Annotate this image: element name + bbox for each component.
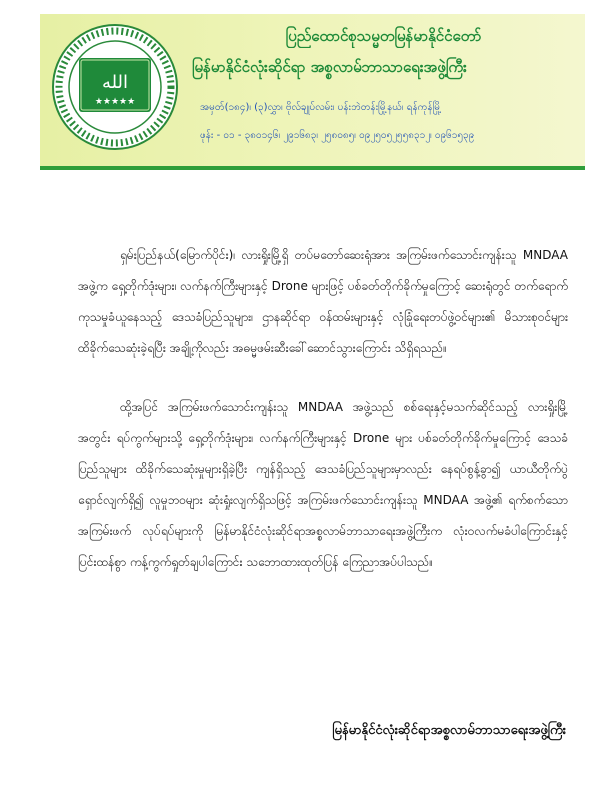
- seal-stars: ★★★★★: [94, 97, 136, 107]
- letterhead-state-name: ပြည်ထောင်စုသမ္မတမြန်မာနိုင်ငံတော်: [285, 27, 482, 45]
- letterhead-address: အမှတ်(၁၈၄)၊ (၃)လွှာ၊ ဗိုလ်ချုပ်လမ်း၊ ပန်းဘဲတန်းမြို့နယ်၊ ရန်ကုန်မြို့: [200, 102, 442, 113]
- statement-body: [78, 240, 568, 578]
- statement-paragraph-2: ထို့အပြင် အကြမ်းဖက်သောင်းကျန်းသူ MNDAA အဖွဲ့သည် စစ်ရေးနှင့်မသက်ဆိုင်သည့် လားရှိုးမြို့အတွင်း ရပ်ကွက်များသို့ ရှေ့တိုက်ဒုံးများ၊ လက်နက်ကြီးများနှင့် Drone များ ပစ်ခတ်တိုက်ခိုက်မှုကြောင့် ဒေသခံပြည်သူများ ထိခိုက်သေဆုံးမှုများရှိခဲ့ပြီး ကျန်ရှိသည့် ဒေသခံပြည်သူများမှာလည်း နေရပ်စွန့်ခွာ၍ ယာယီတိုက်ပွဲရှောင်လျက်ရှိ၍ လူမှုဘဝများ ဆုံးရှုံးလျက်ရှိသဖြင့် အကြမ်းဖက်သောင်းကျန်းသူ MNDAA အဖွဲ့၏ ရက်စက်သောအကြမ်းဖက် လုပ်ရပ်များကို မြန်မာနိုင်ငံလုံးဆိုင်ရာအစ္စလာမ်ဘာသာရေးအဖွဲ့ကြီးက လုံးဝလက်မခံပါကြောင်းနှင့် ပြင်းထန်စွာ ကန့်ကွက်ရှုတ်ချပါကြောင်း သဘောထားထုတ်ပြန် ကြေညာအပ်ပါသည်။: [78, 400, 568, 569]
- letterhead-organization-name: မြန်မာနိုင်ငံလုံးဆိုင်ရာ အစ္စလာမ်ဘာသာရေးအဖွဲ့ကြီး: [192, 58, 467, 76]
- signature-organization: မြန်မာနိုင်ငံလုံးဆိုင်ရာအစ္စလာမ်ဘာသာရေးအဖွဲ့ကြီး: [332, 723, 566, 738]
- letterhead-divider: [40, 166, 585, 170]
- statement-paragraph-1: ရှမ်းပြည်နယ်(မြောက်ပိုင်း)၊ လားရှိုးမြို့ရှိ တပ်မတော်ဆေးရုံအား အကြမ်းဖက်သောင်းကျန်းသူ MNDAA အဖွဲ့က ရှေ့တိုက်ဒုံးများ၊ လက်နက်ကြီးများနှင့် Drone များဖြင့် ပစ်ခတ်တိုက်ခိုက်မှုကြောင့် ဆေးရုံတွင် တက်ရောက်ကုသမှုခံယူနေသည့် ဒေသခံပြည်သူများ၊ ဌာနဆိုင်ရာ ဝန်ထမ်းများနှင့် လုံခြုံရေးတပ်ဖွဲ့ဝင်များ၏ မိသားစုဝင်များ ထိခိုက်သေဆုံးခဲ့ရပြီး အချို့ကိုလည်း အဓမ္မဖမ်းဆီးခေါ်ဆောင်သွားကြောင်း သိရှိရသည်။: [78, 248, 568, 355]
- letterhead-phones: ဖုန်း - ၀၁ - ၃၈၀၁၄၆၊ ၂၉၁၆၈၃၊ ၂၅၈၀၈၅၊ ၀၉၂၅၀၅၂၅၅၈၃၁၂၊ ၀၉၆၁၅၃၉: [200, 130, 475, 141]
- organization-seal-icon: [50, 22, 180, 152]
- seal-arabic-text: الله: [101, 72, 129, 93]
- letterhead-text: [186, 24, 581, 148]
